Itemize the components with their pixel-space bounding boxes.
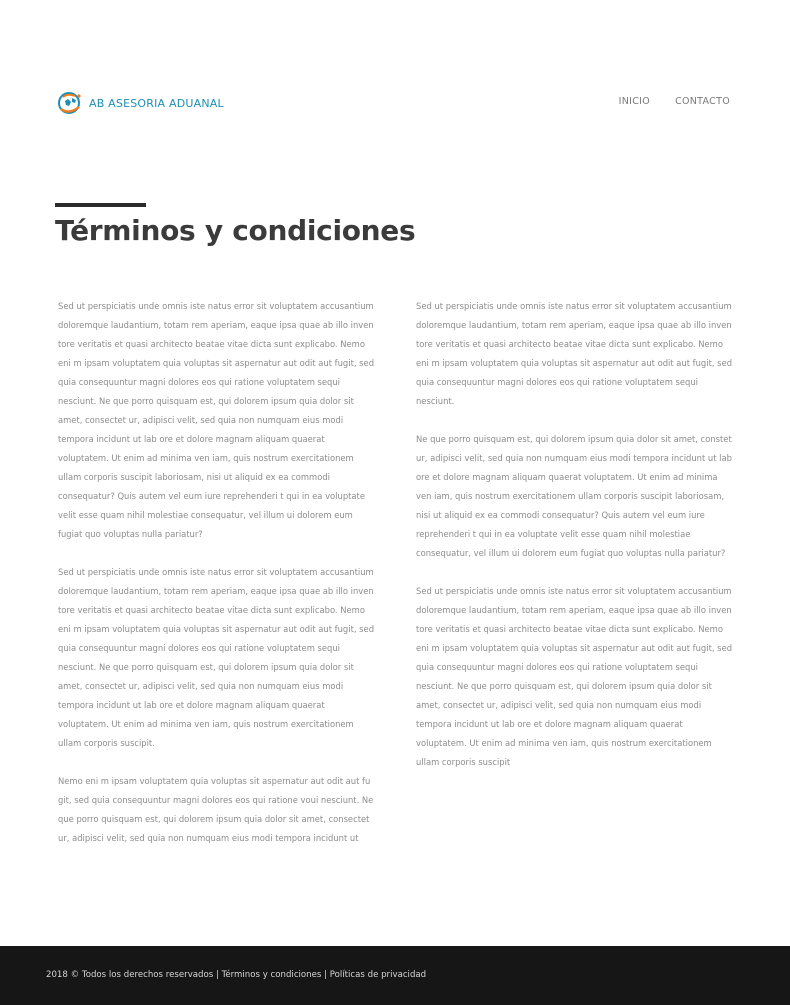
paragraph: Sed ut perspiciatis unde omnis iste natus error sit voluptatem accusantium doloremque laudantium, totam rem aperiam, eaque ipsa quae ab illo inven tore veritatis et quasi architecto beatae vitae dicta sunt explicabo. Nemo eni m ipsam voluptatem quia voluptas sit aspernatur aut odit aut fugit, sed quia consequuntur magni dolores eos qui ratione voluptatem sequi nesciunt. Ne que porro quisquam est, qui dolorem ipsum quia dolor sit amet, consectet ur, adipisci velit, sed quia non numquam eius modi tempora incidunt ut lab ore et dolore magnam aliquam quaerat voluptatem. Ut enim ad minima ven iam, quis nostrum exercitationem ullam corporis suscipit laboriosam, nisi ut aliquid ex ea commodi consequatur? Quis autem vel eum iure reprehenderi t qui in ea voluptate velit esse quam nihil molestiae consequatur, vel illum ui dolorem eum fugiat quo voluptas nulla pariatur?: [58, 301, 375, 539]
paragraph: Ne que porro quisquam est, qui dolorem ipsum quia dolor sit amet, constet ur, adipisci velit, sed quia non numquam eius modi tempora incidunt ut lab ore et dolore magnam aliquam quaerat voluptatem. Ut enim ad minima ven iam, quis nostrum exercitationem ullam corporis suscipit laboriosam, nisi ut aliquid ex ea commodi consequatur? Quis autem vel eum iure reprehenderi t qui in ea voluptate velit esse quam nihil molestiae consequatur, vel illum ui dolorem eum fugiat quo voluptas nulla pariatur?: [416, 434, 732, 558]
main-nav: [594, 96, 730, 107]
site-footer: [0, 946, 790, 1005]
terms-link[interactable]: Términos y condiciones: [221, 970, 322, 980]
site-header: [0, 0, 790, 160]
footer-separator: |: [213, 970, 222, 980]
paragraph: Sed ut perspiciatis unde omnis iste natus error sit voluptatem accusantium doloremque laudantium, totam rem aperiam, eaque ipsa quae ab illo inven tore veritatis et quasi architecto beatae vitae dicta sunt explicabo. Nemo eni m ipsam voluptatem quia voluptas sit aspernatur aut odit aut fugit, sed quia consequuntur magni dolores eos qui ratione voluptatem sequi nesciunt.: [416, 301, 733, 406]
page-title: Términos y condiciones: [55, 214, 416, 247]
content-column-right: [416, 297, 734, 791]
title-accent-bar: [55, 203, 146, 207]
brand-name: AB ASESORIA ADUANAL: [89, 96, 224, 110]
paragraph: Sed ut perspiciatis unde omnis iste natus error sit voluptatem accusantium doloremque laudantium, totam rem aperiam, eaque ipsa quae ab illo inven tore veritatis et quasi architecto beatae vitae dicta sunt explicabo. Nemo eni m ipsam voluptatem quia voluptas sit aspernatur aut odit aut fugit, sed quia consequuntur magni dolores eos qui ratione voluptatem sequi nesciunt. Ne que porro quisquam est, qui dolorem ipsum quia dolor sit amet, consectet ur, adipisci velit, sed quia non numquam eius modi tempora incidunt ut lab ore et dolore magnam aliquam quaerat voluptatem. Ut enim ad minima ven iam, quis nostrum exercitationem ullam corporis suscipit.: [58, 567, 375, 748]
globe-customs-logo-icon: [55, 89, 85, 117]
paragraph: Nemo eni m ipsam voluptatem quia voluptas sit aspernatur aut odit aut fu git, sed quia consequuntur magni dolores eos qui ratione voui nesciunt. Ne que porro quisquam est, qui dolorem ipsum quia dolor sit amet, consectet ur, adipisci velit, sed quia non numquam eius modi tempora incidunt ut: [58, 776, 374, 843]
nav-item-contacto[interactable]: CONTACTO: [675, 96, 730, 107]
content-column-left: [58, 297, 376, 867]
footer-separator: |: [321, 970, 330, 980]
nav-item-inicio[interactable]: INICIO: [618, 96, 651, 107]
footer-links: [46, 970, 426, 980]
paragraph: Sed ut perspiciatis unde omnis iste natus error sit voluptatem accusantium doloremque laudantium, totam rem aperiam, eaque ipsa quae ab illo inven tore veritatis et quasi architecto beatae vitae dicta sunt explicabo. Nemo eni m ipsam voluptatem quia voluptas sit aspernatur aut odit aut fugit, sed quia consequuntur magni dolores eos qui ratione voluptatem sequi nesciunt. Ne que porro quisquam est, qui dolorem ipsum quia dolor sit amet, consectet ur, adipisci velit, sed quia non numquam eius modi tempora incidunt ut lab ore et dolore magnam aliquam quaerat voluptatem. Ut enim ad minima ven iam, quis nostrum exercitationem ullam corporis suscipit: [416, 586, 733, 767]
privacy-link[interactable]: Políticas de privacidad: [329, 970, 427, 980]
copyright-text: 2018 © Todos los derechos reservados: [46, 970, 214, 980]
brand-logo[interactable]: [55, 89, 224, 117]
